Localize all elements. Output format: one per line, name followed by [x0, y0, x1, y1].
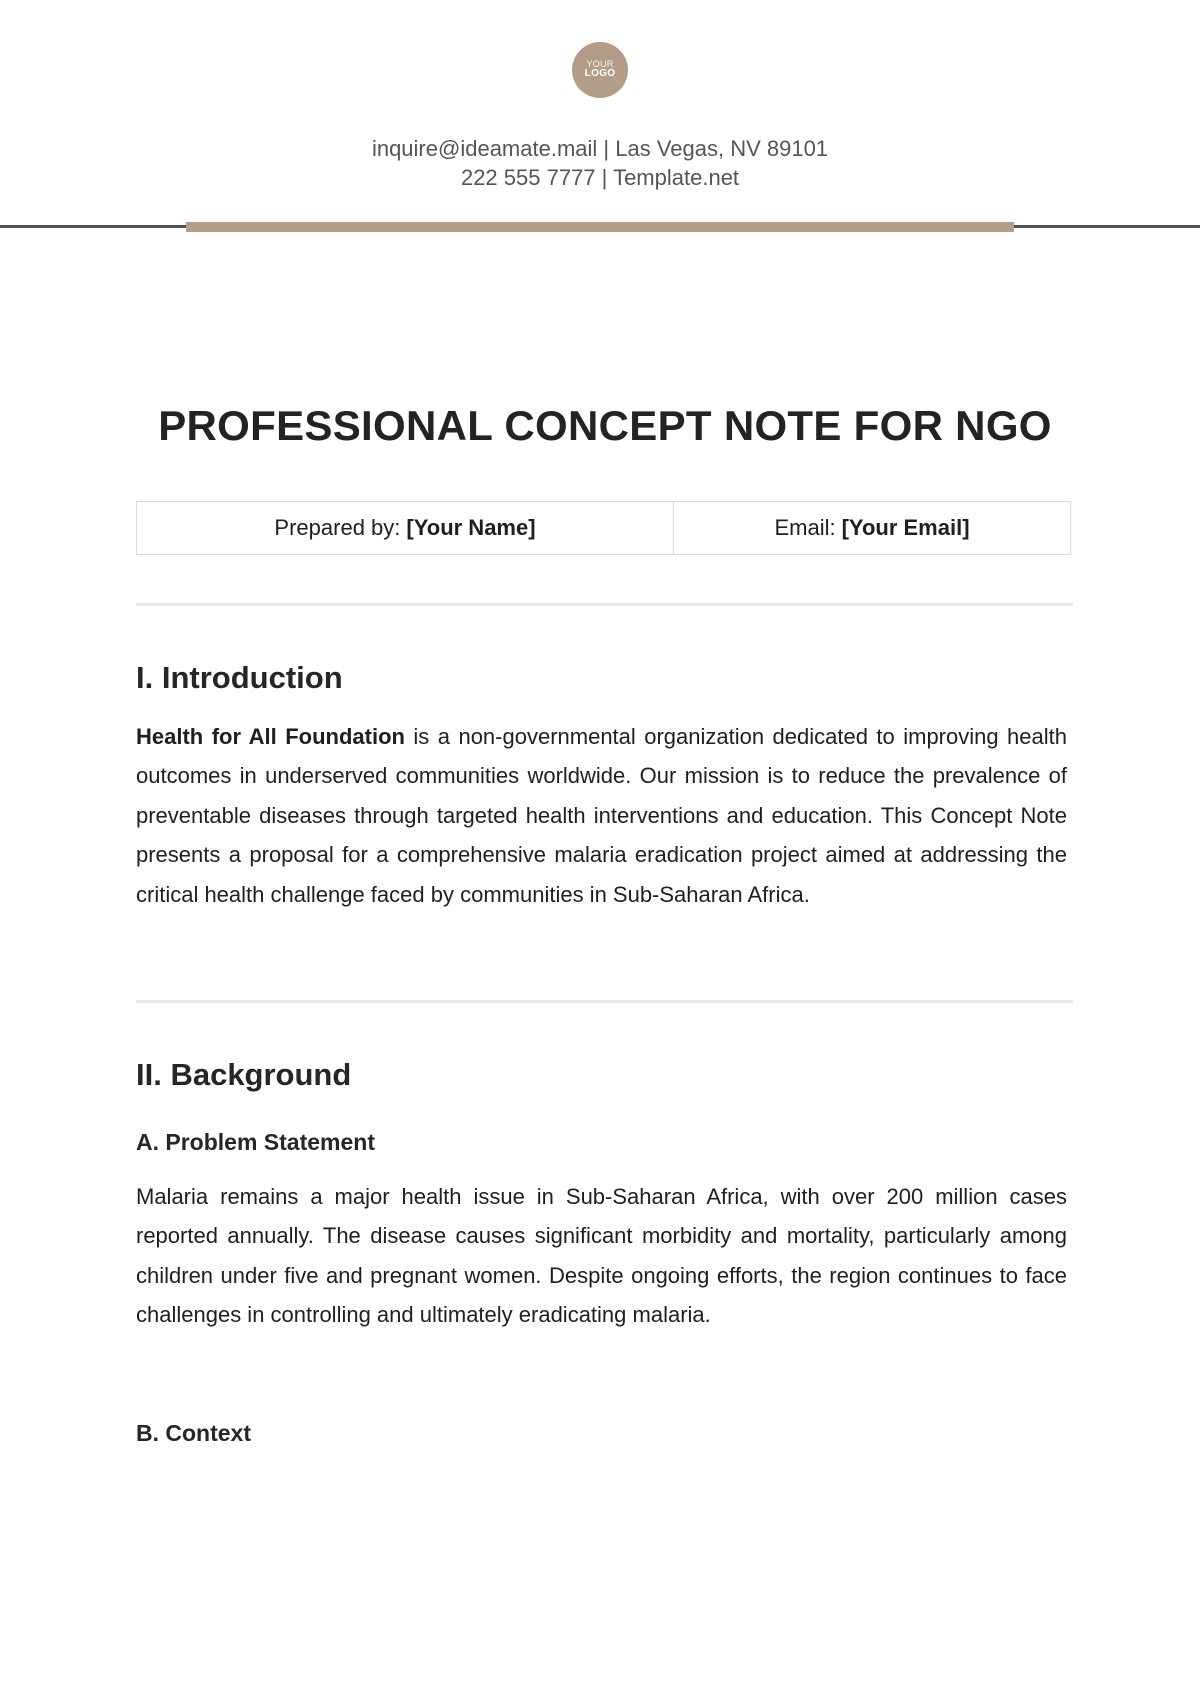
section-divider	[136, 603, 1073, 606]
author-info-table	[136, 501, 1071, 555]
background-heading: II. Background	[136, 1057, 352, 1092]
contact-line-email-address: inquire@ideamate.mail | Las Vegas, NV 89101	[371, 136, 829, 161]
logo-text-bottom: LOGO	[584, 68, 616, 80]
introduction-heading: I. Introduction	[136, 660, 343, 695]
prepared-by-value: [Your Name]	[406, 515, 536, 540]
problem-statement-paragraph: Malaria remains a major health issue in Sub-Saharan Africa, with over 200 million cases reported annually. The disease causes significant morbidity and mortality, particularly among children under five and pregnant women. Despite ongoing efforts, the region continues to face challenges in controlling and ultimately eradicating malaria.	[136, 1184, 1067, 1328]
organization-name: Health for All Foundation	[136, 724, 405, 749]
header-accent-rule	[186, 222, 1014, 232]
problem-statement-heading: A. Problem Statement	[136, 1129, 375, 1155]
prepared-by-cell	[137, 502, 674, 554]
email-cell	[674, 502, 1070, 554]
email-label: Email:	[774, 515, 836, 540]
logo-text-top: YOUR	[586, 59, 614, 70]
logo	[572, 42, 628, 98]
contact-line-phone-website: 222 555 7777 | Template.net	[460, 165, 740, 190]
prepared-by-label: Prepared by:	[274, 515, 401, 540]
context-heading: B. Context	[136, 1420, 251, 1446]
document-title: PROFESSIONAL CONCEPT NOTE FOR NGO	[158, 402, 1052, 449]
introduction-body: is a non-governmental organization dedicated to improving health outcomes in underserved communities worldwide. Our mission is to reduce the prevalence of preventable diseases through targeted health interventions and education. This Concept Note presents a proposal for a comprehensive malaria eradication project aimed at addressing the critical health challenge faced by communities in Sub-Saharan Africa.	[136, 724, 1067, 907]
introduction-paragraph	[136, 717, 1067, 914]
section-divider	[136, 1000, 1073, 1003]
email-value: [Your Email]	[841, 515, 970, 540]
